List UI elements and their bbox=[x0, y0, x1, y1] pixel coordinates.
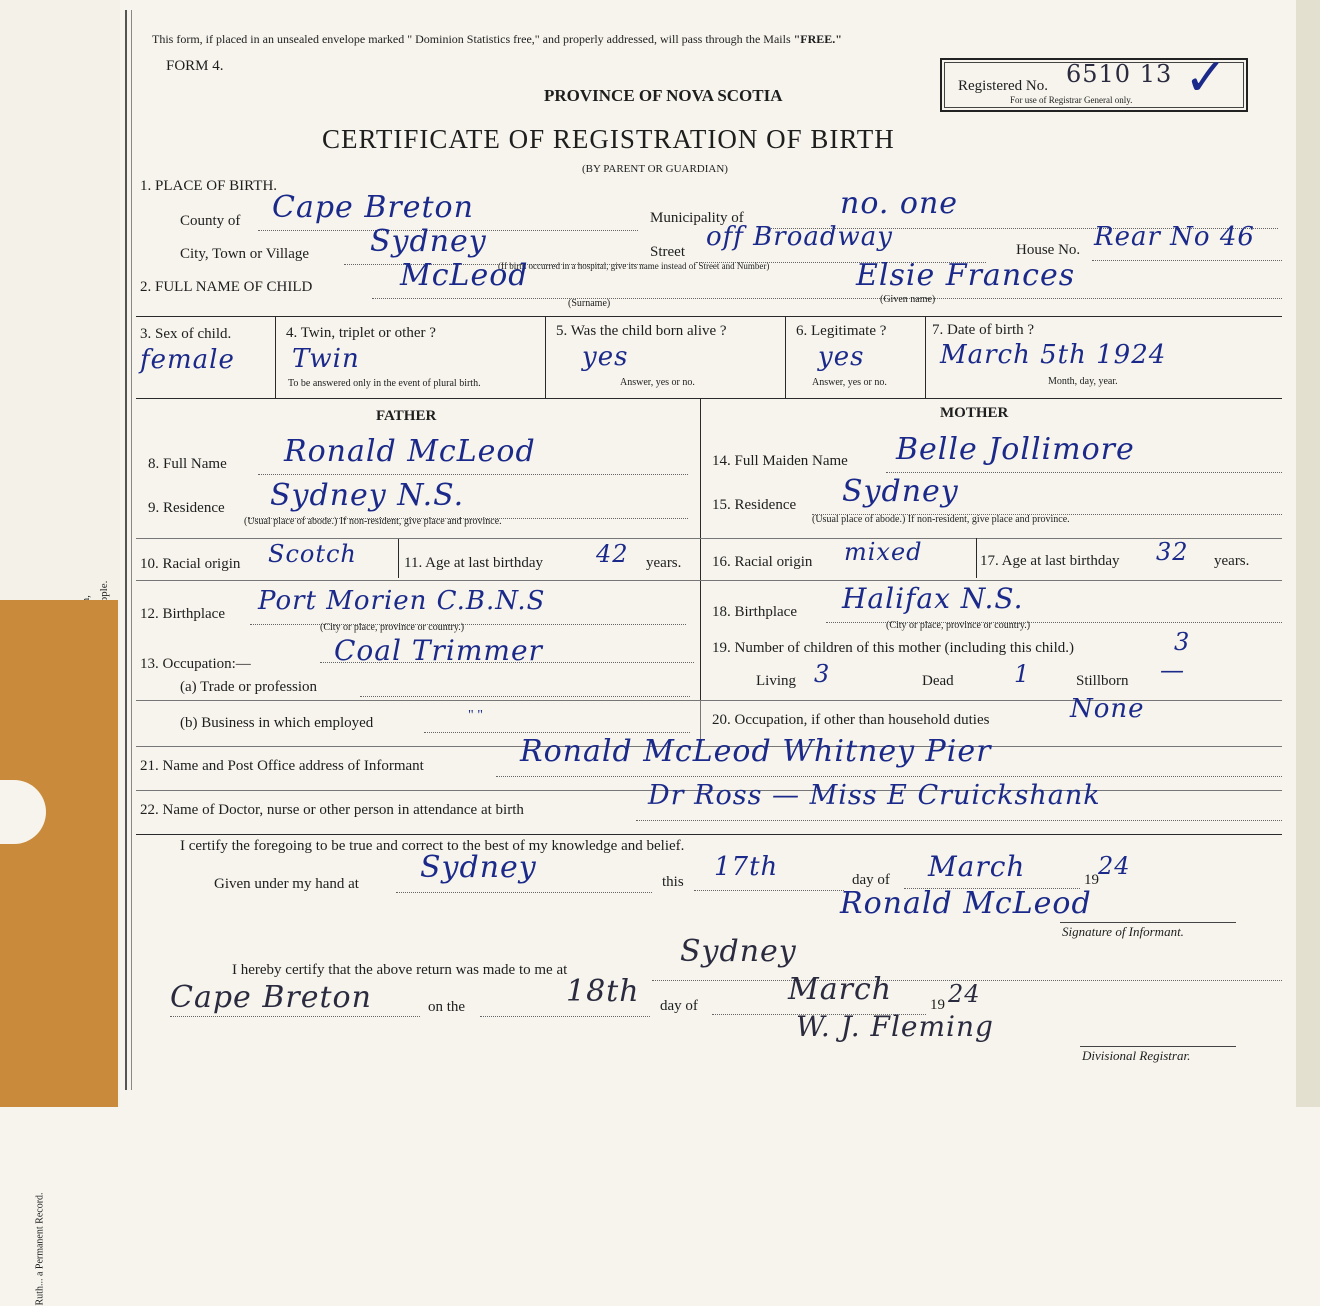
mother-age-label: 17. Age at last birthday bbox=[980, 553, 1120, 569]
orange-tab bbox=[0, 600, 118, 1107]
child-given-name: Elsie Frances bbox=[856, 258, 1076, 293]
children-value: 3 bbox=[1174, 628, 1191, 656]
registered-label: Registered No. bbox=[958, 78, 1048, 94]
province-title: PROVINCE OF NOVA SCOTIA bbox=[544, 86, 783, 105]
twin-note: To be answered only in the event of plural birth. bbox=[288, 378, 481, 389]
mother-res-note: (Usual place of abode.) If non-resident, give place and province. bbox=[812, 514, 1070, 525]
registered-number: 6510 13 bbox=[1066, 60, 1173, 88]
child-surname: McLeod bbox=[400, 258, 529, 293]
margin-text-1: Ruth... a Permanent Record. bbox=[34, 1192, 46, 1306]
surname-note: (Surname) bbox=[568, 298, 611, 309]
dob-label: 7. Date of birth ? bbox=[932, 322, 1035, 338]
father-name-label: 8. Full Name bbox=[148, 456, 227, 472]
stillborn-label: Stillborn bbox=[1076, 673, 1129, 689]
informant-value: Ronald McLeod Whitney Pier bbox=[520, 734, 992, 769]
stillborn-value: — bbox=[1160, 656, 1185, 684]
given-note: (Given name) bbox=[880, 294, 936, 305]
living-label: Living bbox=[756, 673, 796, 689]
paper-edge bbox=[1296, 0, 1320, 1107]
county-value: Cape Breton bbox=[272, 190, 474, 225]
certify-year: 24 bbox=[1098, 852, 1131, 880]
certify-month: March bbox=[928, 850, 1026, 883]
registrar-county: Cape Breton bbox=[170, 980, 372, 1015]
informant-signature: Ronald McLeod bbox=[840, 886, 1092, 921]
street-value: off Broadway bbox=[706, 222, 893, 252]
mail-notice-text: This form, if placed in an unsealed envelope marked " Dominion Statistics free," and properly addressed, will pass through the Mails bbox=[152, 32, 791, 46]
trade-label: (a) Trade or profession bbox=[180, 679, 318, 695]
alive-note: Answer, yes or no. bbox=[620, 377, 695, 388]
business-value: " " bbox=[468, 708, 483, 723]
informant-label: 21. Name and Post Office address of Informant bbox=[140, 758, 424, 774]
mother-bp-label: 18. Birthplace bbox=[712, 604, 797, 620]
father-name: Ronald McLeod bbox=[284, 434, 536, 469]
certificate-subtitle: (BY PARENT OR GUARDIAN) bbox=[582, 163, 728, 175]
registrar-on-label: on the bbox=[428, 999, 466, 1015]
mother-age: 32 bbox=[1156, 538, 1189, 566]
father-bp: Port Morien C.B.N.S bbox=[258, 586, 546, 616]
mother-occ-label: 20. Occupation, if other than household duties bbox=[712, 712, 990, 728]
certify-text: I certify the foregoing to be true and correct to the best of my knowledge and belief. bbox=[180, 838, 685, 854]
informant-sig-label: Signature of Informant. bbox=[1062, 924, 1184, 939]
mail-notice-free: "FREE." bbox=[793, 32, 842, 46]
mother-res-label: 15. Residence bbox=[712, 497, 797, 513]
mother-heading: MOTHER bbox=[940, 405, 1009, 421]
mother-name: Belle Jollimore bbox=[896, 432, 1135, 467]
father-res-note: (Usual place of abode.) If non-resident, give place and province. bbox=[244, 516, 502, 527]
certify-day: 17th bbox=[714, 852, 779, 882]
registrar-sig-label: Divisional Registrar. bbox=[1082, 1048, 1191, 1063]
margin-rule bbox=[125, 10, 127, 1090]
mail-notice bbox=[152, 32, 842, 47]
father-occ: Coal Trimmer bbox=[334, 634, 543, 667]
registrar-day-label: day of bbox=[660, 998, 698, 1014]
mother-years: years. bbox=[1214, 553, 1250, 569]
father-bp-label: 12. Birthplace bbox=[140, 606, 225, 622]
legit-value: yes bbox=[818, 342, 865, 372]
certify-year-prefix: 19 bbox=[1084, 872, 1099, 888]
twin-label: 4. Twin, triplet or other ? bbox=[286, 325, 436, 341]
alive-value: yes bbox=[582, 342, 629, 372]
mother-bp: Halifax N.S. bbox=[842, 582, 1024, 615]
registrar-note: For use of Registrar General only. bbox=[1010, 95, 1133, 105]
father-res-label: 9. Residence bbox=[148, 500, 225, 516]
check-mark: ✓ bbox=[1184, 50, 1228, 107]
county-label: County of bbox=[180, 213, 241, 229]
registrar-year-prefix: 19 bbox=[930, 997, 945, 1013]
dob-note: Month, day, year. bbox=[1048, 376, 1118, 387]
mother-bp-note: (City or place, province or country.) bbox=[886, 620, 1031, 631]
sex-label: 3. Sex of child. bbox=[140, 326, 232, 342]
legit-label: 6. Legitimate ? bbox=[796, 323, 887, 339]
city-value: Sydney bbox=[370, 224, 487, 259]
registrar-day: 18th bbox=[566, 974, 640, 1009]
street-label: Street bbox=[650, 244, 685, 260]
children-label: 19. Number of children of this mother (including this child.) bbox=[712, 640, 1075, 656]
father-age: 42 bbox=[596, 540, 629, 568]
mother-race: mixed bbox=[844, 538, 923, 566]
father-age-label: 11. Age at last birthday bbox=[404, 555, 543, 571]
mother-name-label: 14. Full Maiden Name bbox=[712, 453, 848, 469]
house-label: House No. bbox=[1016, 242, 1081, 258]
mother-race-label: 16. Racial origin bbox=[712, 554, 813, 570]
father-res: Sydney N.S. bbox=[270, 478, 465, 513]
living-value: 3 bbox=[814, 660, 831, 688]
father-occ-label: 13. Occupation:— bbox=[140, 656, 251, 672]
twin-value: Twin bbox=[292, 344, 360, 374]
father-bp-note: (City or place, province or country.) bbox=[320, 622, 465, 633]
registrar-text: I hereby certify that the above return was made to me at bbox=[232, 962, 568, 978]
registrar-year: 24 bbox=[948, 980, 981, 1008]
certify-day-label: day of bbox=[852, 872, 890, 888]
form-number: FORM 4. bbox=[166, 58, 224, 74]
dead-label: Dead bbox=[922, 673, 954, 689]
dob-value: March 5th 1924 bbox=[940, 340, 1167, 370]
father-years: years. bbox=[646, 555, 682, 571]
municipality-label: Municipality of bbox=[650, 210, 744, 226]
father-heading: FATHER bbox=[376, 408, 437, 424]
registrar-signature: W. J. Fleming bbox=[796, 1010, 994, 1043]
hospital-note: (If birth occurred in a hospital, give its name instead of Street and Number) bbox=[498, 261, 770, 271]
legit-note: Answer, yes or no. bbox=[812, 377, 887, 388]
doctor-value: Dr Ross — Miss E Cruickshank bbox=[648, 780, 1101, 811]
father-race-label: 10. Racial origin bbox=[140, 556, 241, 572]
dead-value: 1 bbox=[1014, 660, 1031, 688]
registrar-month: March bbox=[788, 972, 893, 1007]
sex-value: female bbox=[140, 345, 235, 375]
municipality-value: no. one bbox=[840, 186, 959, 221]
certificate-title: CERTIFICATE OF REGISTRATION OF BIRTH bbox=[322, 124, 895, 154]
margin-rule-2 bbox=[131, 10, 132, 1090]
business-label: (b) Business in which employed bbox=[180, 715, 374, 731]
place-of-birth-label: 1. PLACE OF BIRTH. bbox=[140, 178, 278, 194]
this-label: this bbox=[662, 874, 684, 890]
given-label: Given under my hand at bbox=[214, 876, 359, 892]
certify-place: Sydney bbox=[420, 850, 537, 885]
registrar-place: Sydney bbox=[680, 934, 797, 969]
alive-label: 5. Was the child born alive ? bbox=[556, 323, 727, 339]
mother-occ: None bbox=[1070, 694, 1145, 724]
doctor-label: 22. Name of Doctor, nurse or other person in attendance at birth bbox=[140, 802, 524, 818]
mother-res: Sydney bbox=[842, 474, 959, 509]
child-name-label: 2. FULL NAME OF CHILD bbox=[140, 279, 313, 295]
father-race: Scotch bbox=[268, 540, 357, 568]
house-value: Rear No 46 bbox=[1094, 222, 1255, 252]
city-label: City, Town or Village bbox=[180, 246, 310, 262]
